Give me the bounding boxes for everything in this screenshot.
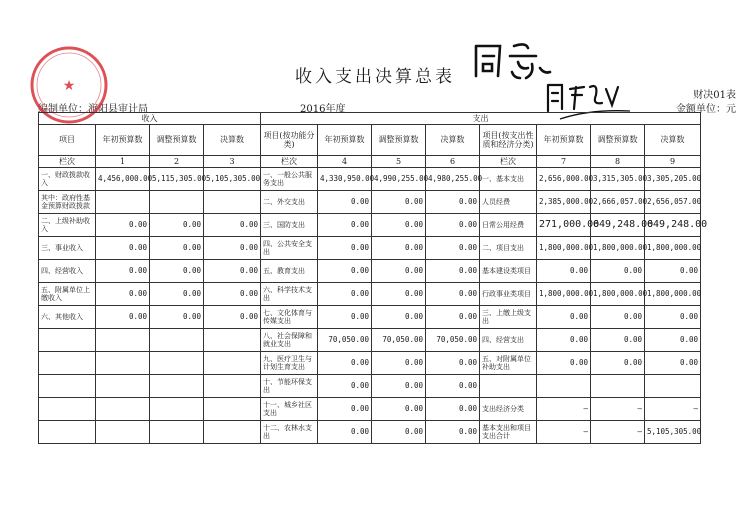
func-final-cell: 0.00 — [426, 214, 480, 237]
func-budget-init-cell: 0.00 — [318, 214, 372, 237]
econ-budget-init-cell: 1,800,000.00 — [537, 283, 591, 306]
func-budget-init-cell: 0.00 — [318, 352, 372, 375]
econ-budget-init-cell: 0.00 — [537, 306, 591, 329]
table-row — [39, 375, 701, 398]
index-cell: 6 — [426, 156, 480, 168]
func-item-cell: 三、国防支出 — [261, 214, 318, 237]
econ-item-cell: 日常公用经费 — [480, 214, 537, 237]
func-budget-adj-cell: 0.00 — [372, 237, 426, 260]
func-item-cell: 八、社会保障和就业支出 — [261, 329, 318, 352]
col-header-budget-init: 年初预算数 — [318, 125, 372, 156]
func-budget-adj-cell: 0.00 — [372, 306, 426, 329]
table-row — [39, 398, 701, 421]
func-budget-adj-cell: 70,050.00 — [372, 329, 426, 352]
econ-final-cell: 0.00 — [645, 329, 701, 352]
income-final-cell — [204, 191, 261, 214]
econ-budget-adj-cell: 0.00 — [591, 329, 645, 352]
func-item-cell: 十二、农林水支出 — [261, 421, 318, 444]
func-budget-adj-cell: 0.00 — [372, 352, 426, 375]
index-cell: 3 — [204, 156, 261, 168]
econ-final-cell: 0.00 — [645, 352, 701, 375]
income-budget-init-cell: 0.00 — [96, 260, 150, 283]
income-budget-adj-cell: 0.00 — [150, 237, 204, 260]
func-final-cell: 70,050.00 — [426, 329, 480, 352]
econ-final-cell — [645, 375, 701, 398]
func-budget-init-cell: 4,330,950.00 — [318, 168, 372, 191]
income-item-cell — [39, 398, 96, 421]
income-item-cell — [39, 421, 96, 444]
econ-budget-adj-cell: 0.00 — [591, 306, 645, 329]
econ-item-cell: 基本建设类项目 — [480, 260, 537, 283]
income-budget-init-cell: 0.00 — [96, 283, 150, 306]
income-budget-adj-cell — [150, 329, 204, 352]
func-budget-init-cell: 0.00 — [318, 260, 372, 283]
income-budget-adj-cell: 0.00 — [150, 283, 204, 306]
col-header-item: 项目 — [39, 125, 96, 156]
func-budget-adj-cell: 0.00 — [372, 421, 426, 444]
econ-final-cell: 1,800,000.00 — [645, 283, 701, 306]
income-item-cell: 一、财政拨款收入 — [39, 168, 96, 191]
func-budget-adj-cell: 0.00 — [372, 398, 426, 421]
func-final-cell: 0.00 — [426, 283, 480, 306]
income-budget-init-cell: 4,456,000.00 — [96, 168, 150, 191]
func-budget-init-cell: 0.00 — [318, 421, 372, 444]
econ-budget-init-cell: — — [537, 398, 591, 421]
income-budget-adj-cell — [150, 352, 204, 375]
income-final-cell: 0.00 — [204, 306, 261, 329]
econ-final-cell: 2,656,057.00 — [645, 191, 701, 214]
econ-final-cell: 5,105,305.00 — [645, 421, 701, 444]
col-header-budget-init: 年初预算数 — [96, 125, 150, 156]
econ-budget-adj-cell: 3,315,305.00 — [591, 168, 645, 191]
func-final-cell: 4,980,255.00 — [426, 168, 480, 191]
col-header-func-item: 项目(按功能分类) — [261, 125, 318, 156]
func-budget-init-cell: 0.00 — [318, 237, 372, 260]
income-budget-init-cell — [96, 191, 150, 214]
index-label: 栏次 — [480, 156, 537, 168]
econ-item-cell: 基本支出和项目支出合计 — [480, 421, 537, 444]
table-row — [39, 306, 701, 329]
income-budget-init-cell — [96, 421, 150, 444]
index-cell: 7 — [537, 156, 591, 168]
table-row — [39, 260, 701, 283]
func-budget-adj-cell: 0.00 — [372, 375, 426, 398]
income-budget-adj-cell: 0.00 — [150, 214, 204, 237]
econ-item-cell: 一、基本支出 — [480, 168, 537, 191]
col-header-final: 决算数 — [645, 125, 701, 156]
func-budget-adj-cell: 0.00 — [372, 191, 426, 214]
organization-name: 涧阳县审计局 — [88, 104, 148, 115]
econ-item-cell — [480, 375, 537, 398]
income-final-cell — [204, 398, 261, 421]
income-section-header: 收入 — [39, 113, 261, 125]
col-header-budget-adj: 调整预算数 — [372, 125, 426, 156]
income-expense-table — [38, 112, 708, 444]
col-header-final: 决算数 — [426, 125, 480, 156]
func-item-cell: 二、外交支出 — [261, 191, 318, 214]
func-budget-adj-cell: 4,990,255.00 — [372, 168, 426, 191]
income-item-cell: 四、经营收入 — [39, 260, 96, 283]
table-row — [39, 237, 701, 260]
form-code: 财决01表 — [693, 90, 736, 101]
income-budget-adj-cell: 0.00 — [150, 260, 204, 283]
econ-item-cell: 人员经费 — [480, 191, 537, 214]
func-budget-adj-cell: 0.00 — [372, 283, 426, 306]
index-cell: 5 — [372, 156, 426, 168]
income-final-cell — [204, 421, 261, 444]
econ-budget-init-cell: 0.00 — [537, 329, 591, 352]
svg-text:★: ★ — [62, 78, 76, 94]
income-final-cell: 0.00 — [204, 283, 261, 306]
col-header-econ-item: 项目(按支出性质和经济分类) — [480, 125, 537, 156]
income-budget-init-cell: 0.00 — [96, 237, 150, 260]
income-budget-init-cell — [96, 398, 150, 421]
func-final-cell: 0.00 — [426, 191, 480, 214]
table-row — [39, 283, 701, 306]
econ-final-cell: — — [645, 398, 701, 421]
econ-item-cell: 二、项目支出 — [480, 237, 537, 260]
index-cell: 1 — [96, 156, 150, 168]
income-final-cell — [204, 375, 261, 398]
income-budget-adj-cell — [150, 398, 204, 421]
func-item-cell: 七、文化体育与传媒支出 — [261, 306, 318, 329]
func-budget-init-cell: 0.00 — [318, 283, 372, 306]
index-label: 栏次 — [39, 156, 96, 168]
income-budget-init-cell: 0.00 — [96, 214, 150, 237]
econ-item-cell: 五、对附属单位补助支出 — [480, 352, 537, 375]
income-budget-init-cell: 0.00 — [96, 306, 150, 329]
income-final-cell: 5,105,305.00 — [204, 168, 261, 191]
func-final-cell: 0.00 — [426, 398, 480, 421]
econ-budget-init-cell — [537, 375, 591, 398]
expense-section-header: 支出 — [261, 113, 701, 125]
income-budget-adj-cell: 5,115,305.00 — [150, 168, 204, 191]
econ-budget-adj-cell: 0.00 — [591, 260, 645, 283]
col-header-budget-init: 年初预算数 — [537, 125, 591, 156]
income-budget-init-cell — [96, 375, 150, 398]
func-final-cell: 0.00 — [426, 375, 480, 398]
income-item-cell — [39, 329, 96, 352]
table-row — [39, 214, 701, 237]
econ-budget-init-cell: 1,800,000.00 — [537, 237, 591, 260]
func-item-cell: 四、公共安全支出 — [261, 237, 318, 260]
income-budget-init-cell — [96, 352, 150, 375]
amount-unit: 金额单位：元 — [676, 104, 736, 115]
index-cell: 2 — [150, 156, 204, 168]
func-budget-init-cell: 0.00 — [318, 375, 372, 398]
func-item-cell: 一、一般公共服务支出 — [261, 168, 318, 191]
income-budget-adj-cell — [150, 375, 204, 398]
econ-budget-adj-cell — [591, 375, 645, 398]
func-final-cell: 0.00 — [426, 421, 480, 444]
econ-budget-adj-cell: — — [591, 421, 645, 444]
func-final-cell: 0.00 — [426, 237, 480, 260]
econ-final-cell: 3,305,205.00 — [645, 168, 701, 191]
func-final-cell: 0.00 — [426, 260, 480, 283]
index-cell: 4 — [318, 156, 372, 168]
col-header-budget-adj: 调整预算数 — [591, 125, 645, 156]
income-item-cell — [39, 352, 96, 375]
income-final-cell: 0.00 — [204, 237, 261, 260]
index-row — [39, 156, 701, 168]
econ-budget-init-cell: 2,385,000.00 — [537, 191, 591, 214]
col-header-final: 决算数 — [204, 125, 261, 156]
income-item-cell: 六、其他收入 — [39, 306, 96, 329]
econ-budget-init-cell: 0.00 — [537, 260, 591, 283]
income-final-cell — [204, 352, 261, 375]
table-row — [39, 191, 701, 214]
table-row — [39, 329, 701, 352]
econ-budget-adj-cell: — — [591, 398, 645, 421]
index-cell: 8 — [591, 156, 645, 168]
func-budget-init-cell: 0.00 — [318, 306, 372, 329]
organization-label: 编制单位： — [38, 104, 88, 115]
income-final-cell: 0.00 — [204, 260, 261, 283]
income-item-cell: 三、事业收入 — [39, 237, 96, 260]
income-item-cell: 二、上级补助收入 — [39, 214, 96, 237]
econ-budget-init-cell: — — [537, 421, 591, 444]
func-item-cell: 五、教育支出 — [261, 260, 318, 283]
func-item-cell: 六、科学技术支出 — [261, 283, 318, 306]
func-final-cell: 0.00 — [426, 352, 480, 375]
report-title: 收入支出决算总表 — [295, 67, 455, 87]
econ-budget-init-cell: 271,000.00 — [537, 214, 591, 237]
func-item-cell: 十、节能环保支出 — [261, 375, 318, 398]
table-row — [39, 421, 701, 444]
func-budget-init-cell: 70,050.00 — [318, 329, 372, 352]
income-budget-adj-cell — [150, 421, 204, 444]
econ-budget-adj-cell: 649,248.00 — [591, 214, 645, 237]
table-row — [39, 168, 701, 191]
econ-item-cell: 四、经营支出 — [480, 329, 537, 352]
func-item-cell: 十一、城乡社区支出 — [261, 398, 318, 421]
econ-final-cell: 649,248.00 — [645, 214, 701, 237]
econ-item-cell: 行政事业类项目 — [480, 283, 537, 306]
income-item-cell: 其中：政府性基金预算财政拨款 — [39, 191, 96, 214]
econ-budget-adj-cell: 2,666,057.00 — [591, 191, 645, 214]
income-item-cell — [39, 375, 96, 398]
income-item-cell: 五、附属单位上缴收入 — [39, 283, 96, 306]
income-budget-adj-cell: 0.00 — [150, 306, 204, 329]
fiscal-year: 2016年度 — [300, 104, 346, 115]
table-row — [39, 352, 701, 375]
func-budget-init-cell: 0.00 — [318, 191, 372, 214]
func-final-cell: 0.00 — [426, 306, 480, 329]
income-final-cell: 0.00 — [204, 214, 261, 237]
econ-final-cell: 0.00 — [645, 260, 701, 283]
econ-final-cell: 1,800,000.00 — [645, 237, 701, 260]
econ-budget-adj-cell: 0.00 — [591, 352, 645, 375]
index-label: 栏次 — [261, 156, 318, 168]
index-cell: 9 — [645, 156, 701, 168]
econ-budget-init-cell: 0.00 — [537, 352, 591, 375]
income-budget-init-cell — [96, 329, 150, 352]
income-final-cell — [204, 329, 261, 352]
econ-budget-adj-cell: 1,800,000.00 — [591, 283, 645, 306]
func-budget-adj-cell: 0.00 — [372, 260, 426, 283]
func-item-cell: 九、医疗卫生与计划生育支出 — [261, 352, 318, 375]
econ-final-cell: 0.00 — [645, 306, 701, 329]
econ-budget-adj-cell: 1,800,000.00 — [591, 237, 645, 260]
func-budget-init-cell: 0.00 — [318, 398, 372, 421]
econ-budget-init-cell: 2,656,000.00 — [537, 168, 591, 191]
econ-item-cell: 三、上缴上级支出 — [480, 306, 537, 329]
func-budget-adj-cell: 0.00 — [372, 214, 426, 237]
econ-item-cell: 支出经济分类 — [480, 398, 537, 421]
col-header-budget-adj: 调整预算数 — [150, 125, 204, 156]
income-budget-adj-cell — [150, 191, 204, 214]
